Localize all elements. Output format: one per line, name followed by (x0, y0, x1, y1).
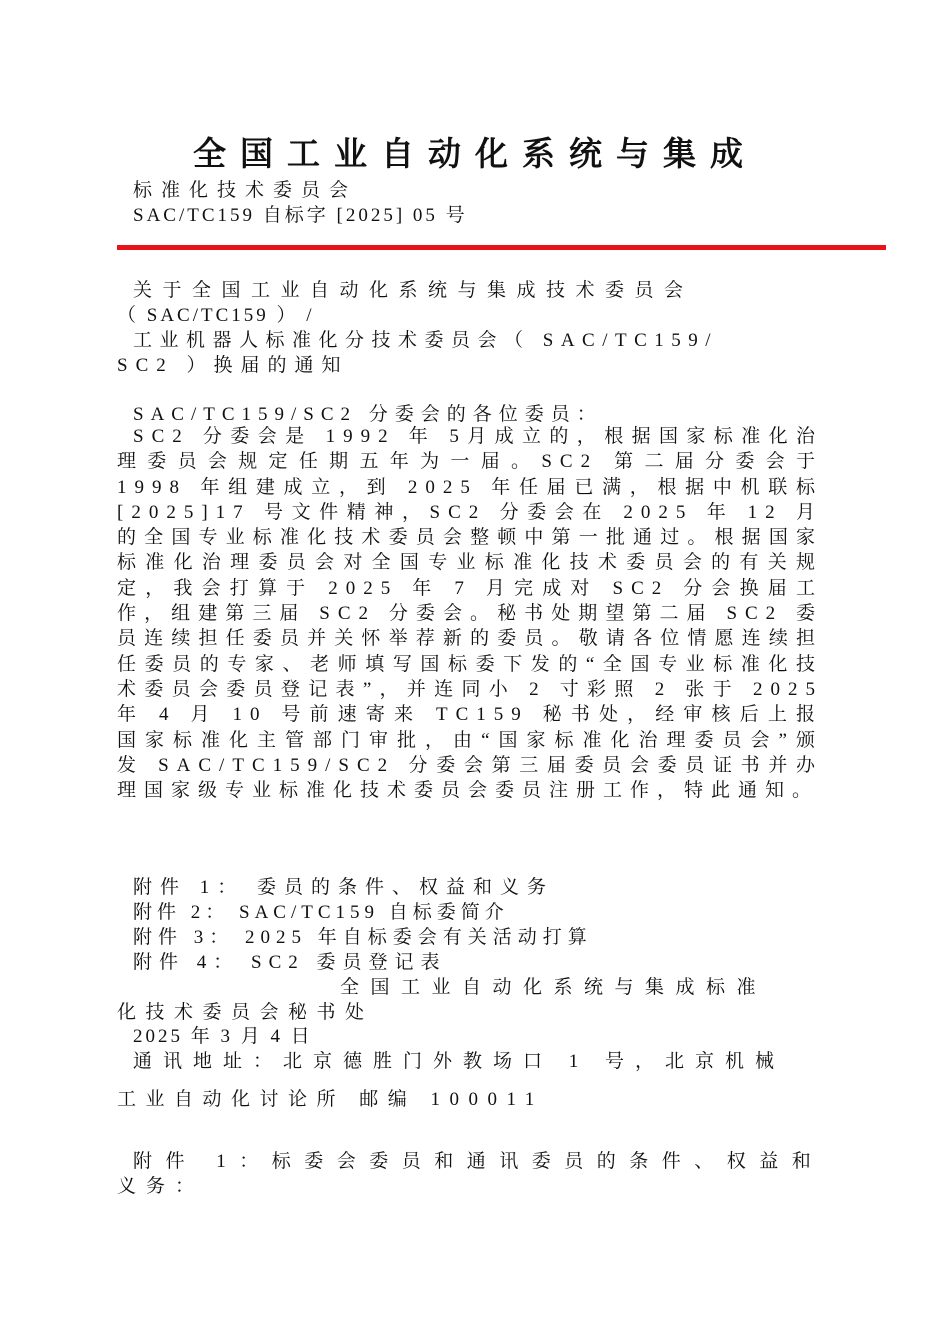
appendix-heading-line-2: 义务： (117, 1176, 205, 1197)
notice-heading-line-1: 关于全国工业自动化系统与集成技术委员会 (133, 280, 694, 301)
mailing-address-line-1: 通讯地址：北京德胜门外教场口 1 号，北京机械 (133, 1051, 786, 1072)
notice-heading-line-4: SC2 ）换届的通知 (117, 355, 349, 376)
letter-body: SC2 分委会是 1992 年 5月成立的，根据国家标准化治理委员会规定任期五年为一届。SC2 第二届分委会于 1998 年组建成立，到 2025 年任届已满，根据中机联标 [2025]17 号文件精神，SC2 分委会在 2025 年 12 月的全国专业标准化技术委员会整顿中第一批通过。根据国家标准化治理委员会对全国专业标准化技术委员会的有关规定，我会打算于 2025 年 7 月完成对 SC2 分会换届工作，组建第三届 SC2 分委会。秘书处期望第二届 SC2 委员连续担任委员并关怀举荐新的委员。敬请各位情愿连续担任委员的专家、老师填写国标委下发的“全国专业标准化技术委员会委员登记表”，并连同小 2 寸彩照 2 张于 2025 年 4 月 10 号前速寄来 TC159 秘书处，经审核后上报国家标准化主管部门审批，由“国家标准化治理委员会”颁发 SAC/TC159/SC2 分委会第三届委员会委员证书并办理国家级专业标准化技术委员会委员注册工作，特此通知。 (117, 426, 823, 802)
attachment-item-1: 附件 1： 委员的条件、权益和义务 (133, 877, 555, 898)
attachment-item-3: 附件 3： 2025 年自标委会有关活动打算 (133, 927, 593, 948)
notice-heading-line-2: （ SAC/TC159 ） / (117, 305, 315, 326)
letter-salutation: SAC/TC159/SC2 分委会的各位委员： (133, 404, 603, 425)
signature-org-line-2: 化技术委员会秘书处 (117, 1002, 374, 1023)
issuer-subtitle: 标准化技术委员会 (133, 180, 358, 201)
appendix-heading-line-1: 附件 1：标委会委员和通讯委员的条件、权益和 (133, 1151, 825, 1172)
notice-heading-line-3: 工业机器人标准化分技术委员会（ SAC/TC159/ (133, 330, 719, 351)
signature-org-line-1: 全国工业自动化系统与集成标准 (340, 977, 768, 998)
document-title: 全国工业自动化系统与集成 (193, 134, 757, 173)
signature-date: 2025 年 3 月 4 日 (133, 1026, 313, 1047)
attachment-item-2: 附件 2： SAC/TC159 自标委简介 (133, 902, 509, 923)
red-header-rule (117, 245, 886, 250)
attachment-item-4: 附件 4： SC2 委员登记表 (133, 952, 447, 973)
document-number: SAC/TC159 自标字 [2025] 05 号 (133, 205, 468, 226)
mailing-address-line-2: 工业自动化讨论所 邮编 100011 (117, 1089, 544, 1110)
